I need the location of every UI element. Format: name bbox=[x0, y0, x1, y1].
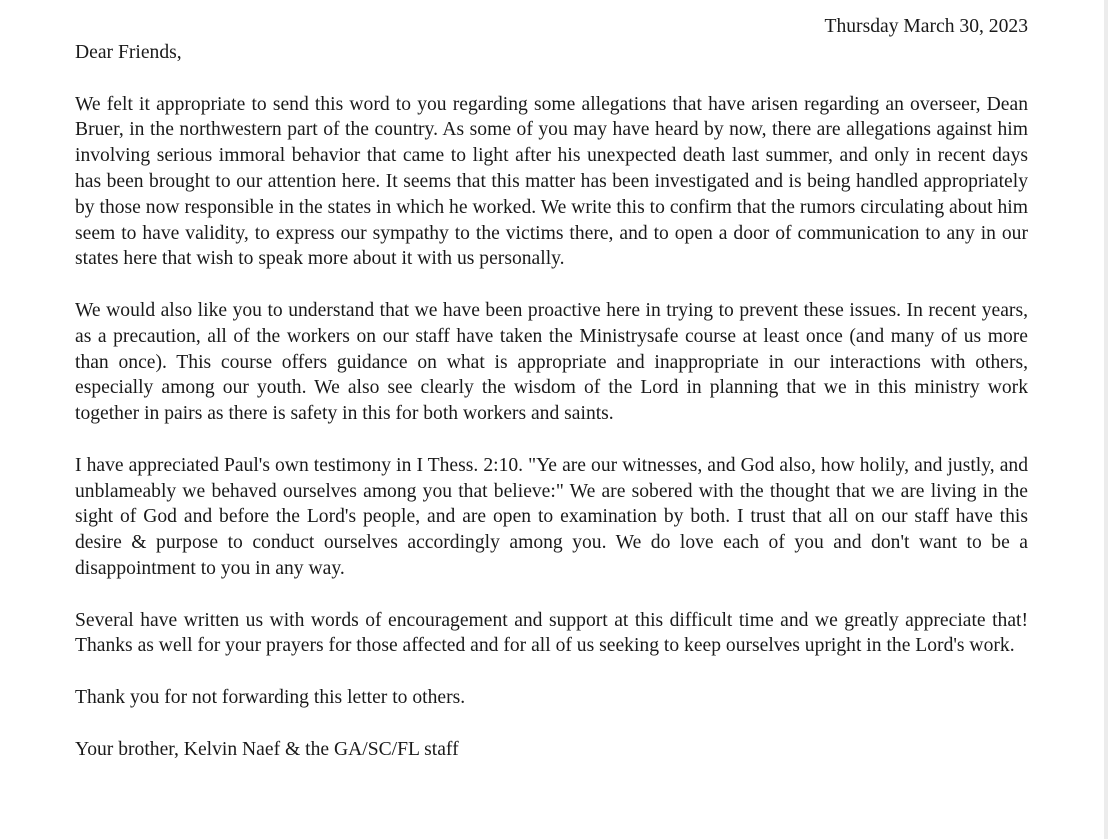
paragraph-testimony: I have appreciated Paul's own testimony in I Thess. 2:10. "Ye are our witnesses, and God also, how holily, and justly, and unblameably we behaved ourselves among you that believe:" We are sobered with the thought that we are living in the sight of God and before the Lord's people, and are open to examination by both. I trust that all on our staff have this desire & purpose to conduct ourselves accordingly among you. We do love each of you and don't want to be a disappointment to you in any way. bbox=[75, 454, 1028, 579]
paragraph-prevention: We would also like you to understand that we have been proactive here in trying to prevent these issues. In recent years, as a precaution, all of the workers on our staff have taken the Ministrysafe course at least once (and many of us more than once). This course offers guidance on what is appropriate and inappropriate in our interactions with others, especially among our youth. We also see clearly the wisdom of the Lord in planning that we in this ministry work together in pairs as there is safety in this for both workers and saints. bbox=[75, 299, 1028, 425]
paragraph-encouragement: Several have written us with words of encouragement and support at this difficult time and we greatly appreciate that! Thanks as well for your prayers for those affected and for all of us seeking to keep ourselves upright in the Lord's work. bbox=[75, 609, 1028, 657]
closing-request: Thank you for not forwarding this letter to others. bbox=[75, 686, 466, 708]
signature: Your brother, Kelvin Naef & the GA/SC/FL staff bbox=[75, 738, 459, 760]
letter-salutation: Dear Friends, bbox=[75, 42, 182, 63]
letter-date: Thursday March 30, 2023 bbox=[824, 16, 1028, 37]
paragraph-allegations: We felt it appropriate to send this word to you regarding some allegations that have arisen regarding an overseer, Dean Bruer, in the northwestern part of the country. As some of you may have heard by now, there are allegations against him involving serious immoral behavior that came to light after his unexpected death last summer, and only in recent days has been brought to our attention here. It seems that this matter has been investigated and is being handled appropriately by those now responsible in the states in which he worked. We write this to confirm that the rumors circulating about him seem to have validity, to express our sympathy to the victims there, and to open a door of communication to any in our states here that wish to speak more about it with us personally. bbox=[75, 93, 1028, 270]
letter-body bbox=[75, 14, 1028, 788]
page-edge bbox=[1104, 0, 1108, 839]
